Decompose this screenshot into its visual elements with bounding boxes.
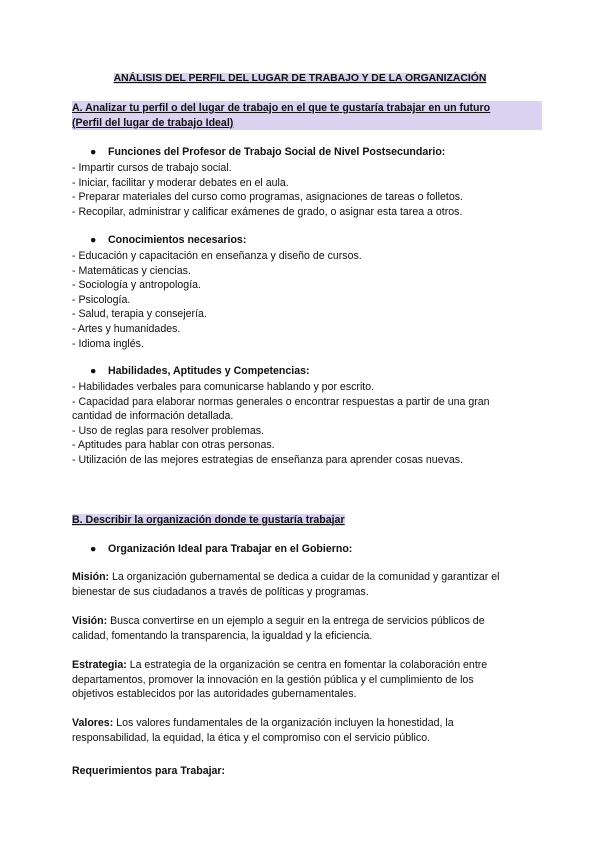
section-a-heading-line2: (Perfil del lugar de trabajo Ideal) — [72, 116, 234, 129]
list-item: - Idioma inglés. — [72, 337, 144, 350]
bullet-dot: ● — [90, 543, 97, 555]
bullet-knowledge — [90, 233, 246, 248]
list-item: - Capacidad para elaborar normas generales o encontrar respuestas a partir de una gran — [72, 395, 490, 408]
paragraph-label: Misión: — [72, 571, 110, 583]
list-item: - Sociología y antropología. — [72, 279, 201, 292]
list-item: - Artes y humanidades. — [72, 322, 181, 335]
requirements-heading — [72, 764, 542, 779]
bullet-organization — [90, 542, 352, 557]
paragraph-text: La organización gubernamental se dedica a cuidar de la comunidad y garantizar el — [109, 571, 500, 583]
paragraph-vision — [72, 614, 534, 643]
section-b-heading-text: B. Describir la organización donde te gustaría trabajar — [72, 514, 345, 526]
document-title: ANÁLISIS DEL PERFIL DEL LUGAR DE TRABAJO Y DE LA ORGANIZACIÓN — [113, 73, 487, 84]
paragraph-mision — [72, 570, 534, 599]
bullet-functions — [90, 145, 445, 160]
paragraph-text: bienestar de sus ciudadanos a través de políticas y programas. — [72, 585, 369, 598]
functions-list — [72, 161, 542, 219]
list-item: - Educación y capacitación en enseñanza y diseño de cursos. — [72, 250, 362, 262]
list-item: - Psicología. — [72, 293, 131, 306]
bullet-skills-title: Habilidades, Aptitudes y Competencias: — [108, 365, 310, 377]
paragraph-label: Estrategia: — [72, 659, 127, 671]
list-item: - Salud, terapia y consejería. — [72, 308, 207, 321]
list-item: - Iniciar, facilitar y moderar debates en el aula. — [72, 176, 289, 189]
skills-list — [72, 380, 542, 468]
paragraph-estrategia — [72, 658, 534, 702]
paragraph-text: responsabilidad, la equidad, la ética y el compromiso con el servicio público. — [72, 731, 431, 744]
paragraph-text: Busca convertirse en un ejemplo a seguir en la entrega de servicios públicos de — [107, 615, 485, 627]
list-item: - Recopilar, administrar y calificar exámenes de grado, o asignar esta tarea a otros. — [72, 205, 463, 218]
section-a-heading-line1: A. Analizar tu perfil o del lugar de trabajo en el que te gustaría trabajar en un futuro — [72, 102, 491, 114]
section-a-heading — [72, 101, 542, 130]
paragraph-text: calidad, fomentando la transparencia, la igualdad y la eficiencia. — [72, 629, 373, 642]
bullet-knowledge-title: Conocimientos necesarios: — [108, 234, 247, 246]
paragraph-label: Valores: — [72, 717, 114, 729]
knowledge-list — [72, 249, 542, 351]
list-item: - Preparar materiales del curso como programas, asignaciones de tareas o folletos. — [72, 191, 463, 204]
list-item: cantidad de información detallada. — [72, 410, 234, 423]
list-item: - Matemáticas y ciencias. — [72, 264, 191, 277]
paragraph-text: La estrategia de la organización se centra en fomentar la colaboración entre — [126, 659, 488, 671]
paragraph-valores — [72, 716, 534, 745]
list-item: - Aptitudes para hablar con otras personas. — [72, 439, 275, 452]
section-b-heading — [72, 513, 542, 528]
requirements-heading-text: Requerimientos para Trabajar: — [72, 765, 226, 777]
bullet-organization-title: Organización Ideal para Trabajar en el Gobierno: — [108, 543, 353, 555]
list-item: - Uso de reglas para resolver problemas. — [72, 424, 264, 437]
bullet-dot: ● — [90, 146, 97, 158]
bullet-dot: ● — [90, 365, 97, 377]
bullet-skills — [90, 364, 310, 379]
bullet-dot: ● — [90, 234, 97, 246]
paragraph-label: Visión: — [72, 615, 108, 627]
paragraph-text: objetivos establecidos por las autoridades gubernamentales. — [72, 688, 357, 701]
list-item: - Habilidades verbales para comunicarse hablando y por escrito. — [72, 381, 375, 393]
paragraph-text: Los valores fundamentales de la organización incluyen la honestidad, la — [113, 717, 454, 729]
bullet-functions-title: Funciones del Profesor de Trabajo Social de Nivel Postsecundario: — [108, 146, 446, 158]
list-item: - Utilización de las mejores estrategias de enseñanza para aprender cosas nuevas. — [72, 453, 464, 466]
paragraph-text: departamentos, promover la innovación en la gestión pública y el cumplimiento de los — [72, 673, 474, 686]
list-item: - Impartir cursos de trabajo social. — [72, 162, 232, 174]
